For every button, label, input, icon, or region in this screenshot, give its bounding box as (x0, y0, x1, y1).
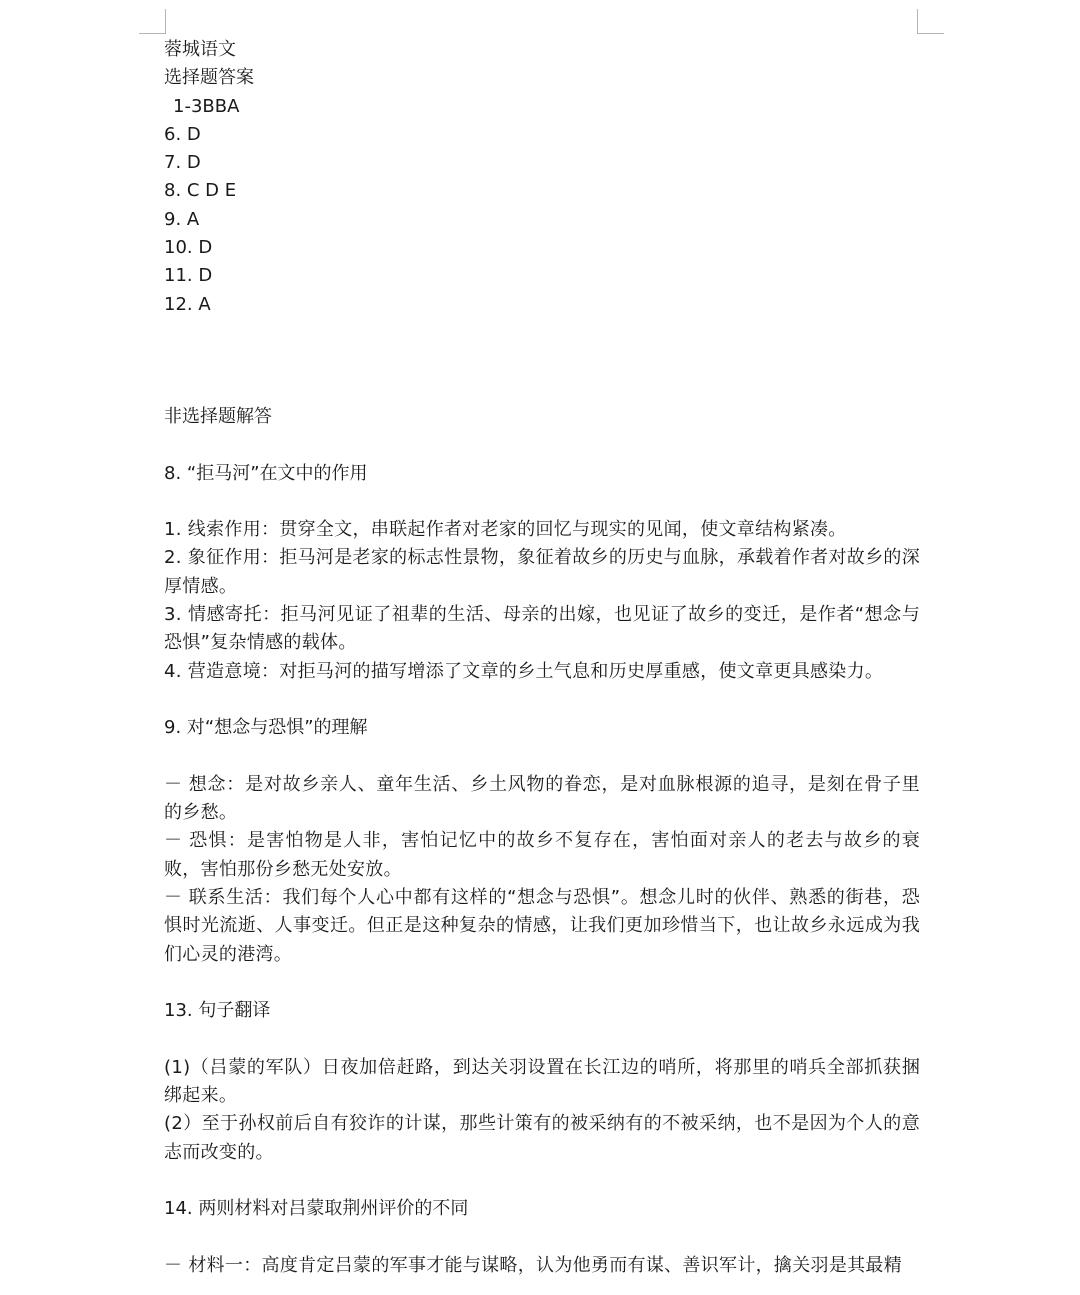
answer-line: 1-3BBA (173, 95, 240, 117)
answer-paragraph: － 材料一：高度肯定吕蒙的军事才能与谋略，认为他勇而有谋、善识军计，擒关羽是其最精 (164, 1254, 903, 1276)
document-page (164, 36, 924, 1280)
answer-line: 11. D (164, 265, 213, 287)
answer-paragraph: 4. 营造意境：对拒马河的描写增添了文章的乡土气息和历史厚重感，使文章更具感染力。 (164, 660, 884, 682)
question-heading: 14. 两则材料对吕蒙取荆州评价的不同 (164, 1198, 469, 1220)
answer-line: 8. C D E (164, 180, 237, 202)
answer-paragraph: 2. 象征作用：拒马河是老家的标志性景物，象征着故乡的历史与血脉，承载着作者对故乡的深厚情感。 (164, 547, 920, 597)
answer-line: 12. A (164, 293, 211, 315)
question-heading: 8. “拒马河”在文中的作用 (164, 462, 368, 484)
answer-paragraph: (1)（吕蒙的军队）日夜加倍赶路，到达关羽设置在长江边的哨所，将那里的哨兵全部抓获捆绑起来。 (164, 1056, 920, 1107)
answer-line: 7. D (164, 152, 201, 174)
answer-paragraph: 3. 情感寄托：拒马河见证了祖辈的生活、母亲的出嫁，也见证了故乡的变迁，是作者“想念与恐惧”复杂情感的载体。 (164, 604, 920, 654)
answer-line: 10. D (164, 237, 213, 259)
answer-line: 6. D (164, 123, 201, 145)
question-heading: 9. 对“想念与恐惧”的理解 (164, 717, 368, 739)
answer-paragraph: － 恐惧：是害怕物是人非，害怕记忆中的故乡不复存在，害怕面对亲人的老去与故乡的衰败，害怕那份乡愁无处安放。 (164, 830, 920, 880)
answer-line: 9. A (164, 208, 200, 230)
question-heading: 13. 句子翻译 (164, 1000, 271, 1022)
document-title: 蓉城语文 (164, 39, 236, 60)
section-title-choice: 选择题答案 (164, 67, 254, 89)
answer-paragraph: 1. 线索作用：贯穿全文，串联起作者对老家的回忆与现实的见闻，使文章结构紧凑。 (164, 519, 847, 541)
answer-paragraph: － 想念：是对故乡亲人、童年生活、乡土风物的眷恋，是对血脉根源的追寻，是刻在骨子里的乡愁。 (164, 773, 920, 824)
section-title-nonchoice: 非选择题解答 (164, 405, 272, 427)
answer-paragraph: (2）至于孙权前后自有狡诈的计谋，那些计策有的被采纳有的不被采纳，也不是因为个人的意志而改变的。 (164, 1113, 920, 1163)
answer-paragraph: － 联系生活：我们每个人心中都有这样的“想念与恐惧”。想念儿时的伙伴、熟悉的街巷，恐惧时光流逝、人事变迁。但正是这种复杂的情感，让我们更加珍惜当下，也让故乡永远成为我们心灵的港湾。 (164, 887, 920, 965)
crop-mark-left (139, 9, 166, 34)
crop-mark-right (917, 9, 944, 34)
